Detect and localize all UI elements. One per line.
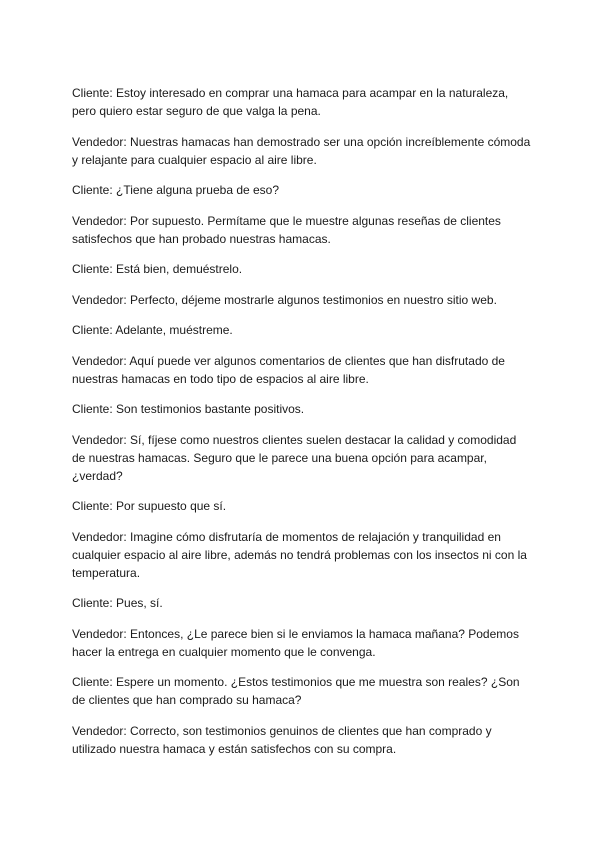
- dialogue-line-vendedor: Vendedor: Aquí puede ver algunos comentarios de clientes que han disfrutado de nuestras hamacas en todo tipo de espacios al aire libre.: [72, 353, 505, 386]
- dialogue-body: [72, 84, 532, 770]
- dialogue-line-vendedor: Vendedor: Nuestras hamacas han demostrado ser una opción increíblemente cómoda y relajante para cualquier espacio al aire libre.: [72, 134, 531, 167]
- dialogue-line-vendedor: Vendedor: Correcto, son testimonios genuinos de clientes que han comprado y utilizado nuestra hamaca y están satisfechos con su compra.: [72, 723, 492, 756]
- dialogue-line-vendedor: Vendedor: Imagine cómo disfrutaría de momentos de relajación y tranquilidad en cualquier espacio al aire libre, además no tendrá problemas con los insectos ni con la temperatura.: [72, 529, 527, 580]
- dialogue-line-cliente: Cliente: Está bien, demuéstrelo.: [72, 262, 243, 276]
- dialogue-line-cliente: Cliente: ¿Tiene alguna prueba de eso?: [72, 183, 280, 197]
- dialogue-line-cliente: Cliente: Adelante, muéstreme.: [72, 323, 233, 337]
- dialogue-line-cliente: Cliente: Pues, sí.: [72, 596, 163, 610]
- dialogue-line-vendedor: Vendedor: Sí, fíjese como nuestros clientes suelen destacar la calidad y comodidad de nuestras hamacas. Seguro que le parece una buena opción para acampar, ¿verdad?: [72, 432, 517, 483]
- dialogue-line-cliente: Cliente: Son testimonios bastante positivos.: [72, 402, 305, 416]
- dialogue-line-vendedor: Vendedor: Perfecto, déjeme mostrarle algunos testimonios en nuestro sitio web.: [72, 292, 497, 307]
- dialogue-line-vendedor: Vendedor: Entonces, ¿Le parece bien si le enviamos la hamaca mañana? Podemos hacer la entrega en cualquier momento que le convenga.: [72, 626, 519, 659]
- dialogue-line-cliente: Cliente: Espere un momento. ¿Estos testimonios que me muestra son reales? ¿Son de clientes que han comprado su hamaca?: [72, 675, 520, 707]
- dialogue-line-cliente: Cliente: Por supuesto que sí.: [72, 499, 227, 513]
- dialogue-line-cliente: Cliente: Estoy interesado en comprar una hamaca para acampar en la naturaleza, pero quiero estar seguro de que valga la pena.: [72, 86, 509, 118]
- dialogue-line-vendedor: Vendedor: Por supuesto. Permítame que le muestre algunas reseñas de clientes satisfechos que han probado nuestras hamacas.: [72, 213, 501, 246]
